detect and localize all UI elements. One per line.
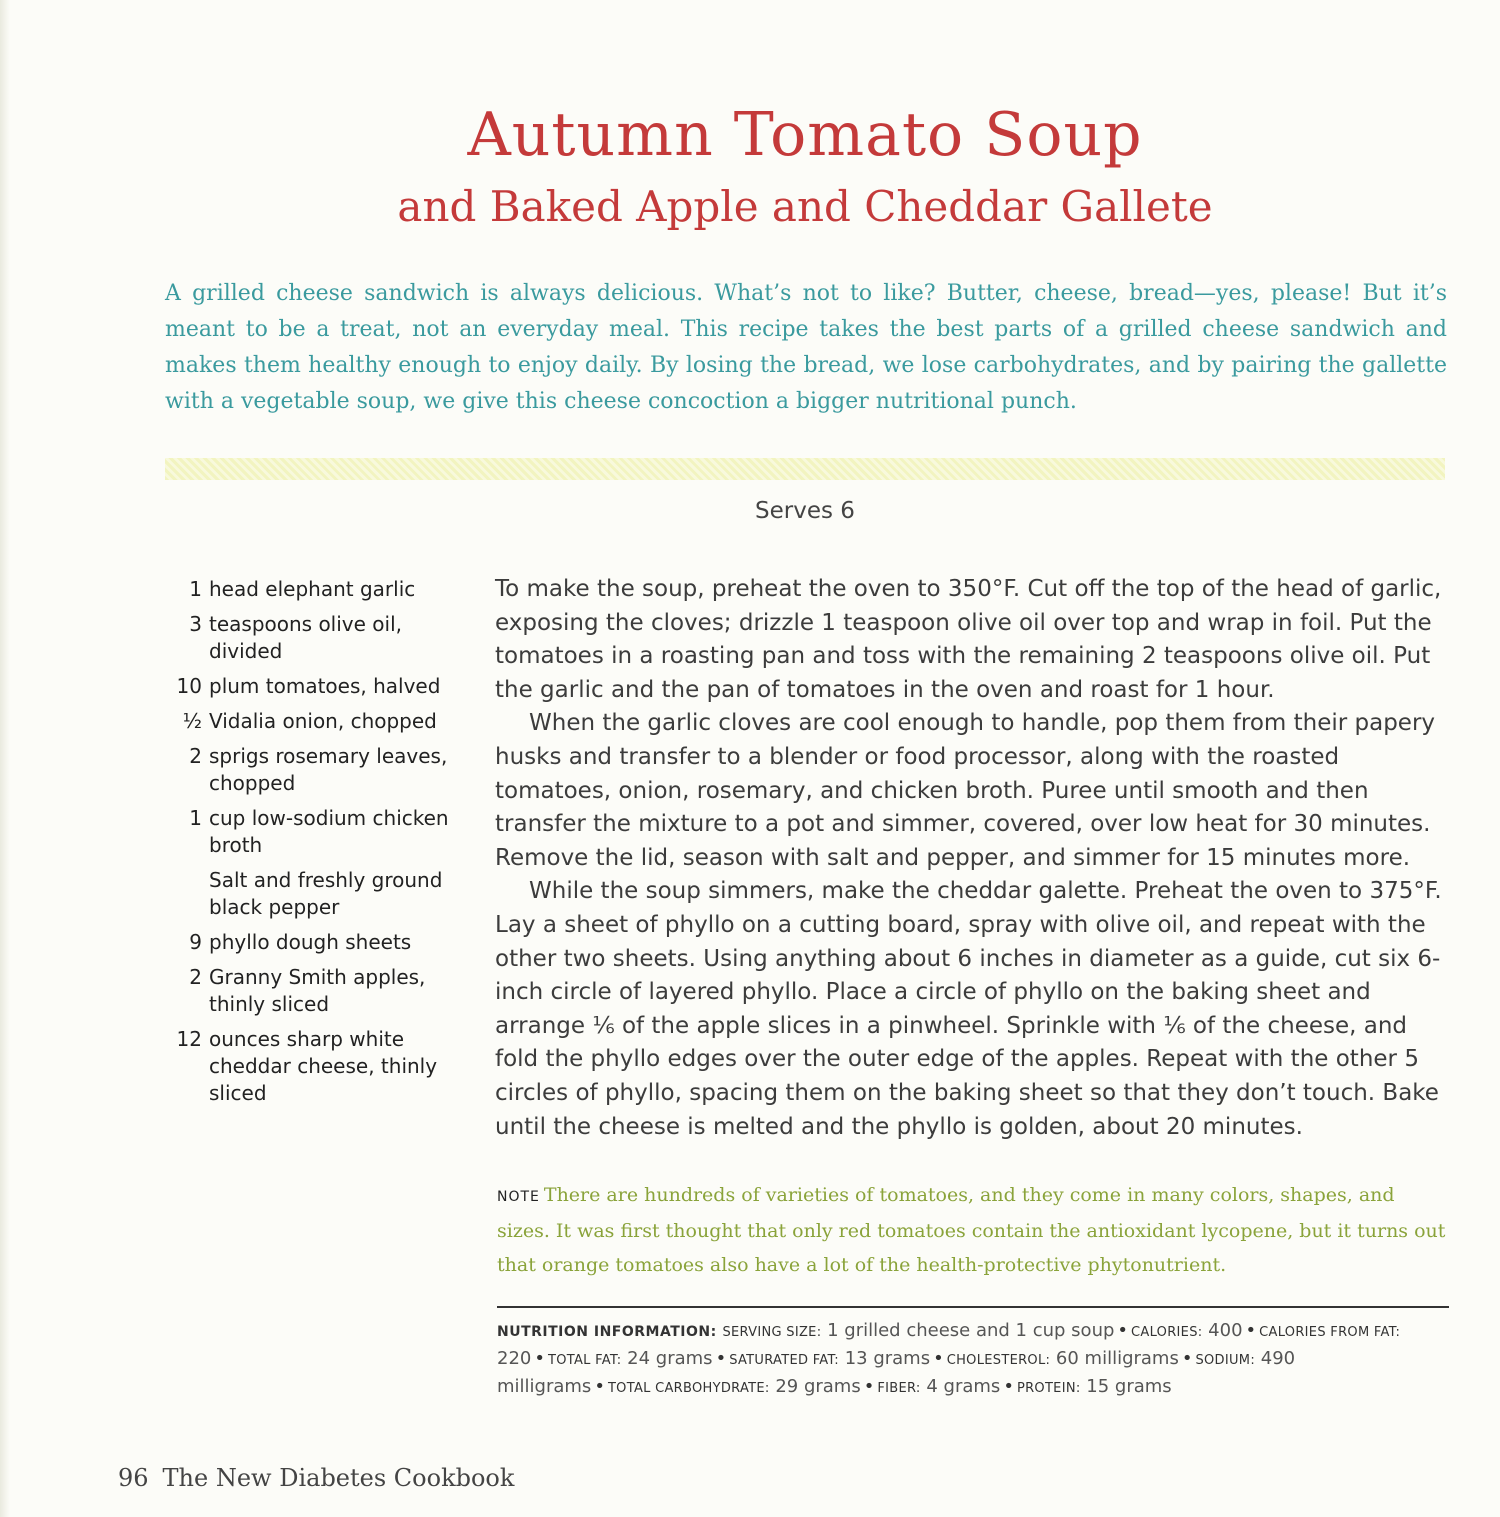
ingredient-item — [160, 673, 460, 700]
nutrition-label: SATURATED FAT: — [729, 1353, 839, 1368]
nutrition-value: 60 milligrams — [1055, 1348, 1179, 1369]
nutrition-value: 490 milligrams — [497, 1348, 1296, 1397]
nutrition-label: SERVING SIZE: — [722, 1325, 822, 1340]
ingredient-qty: ½ — [182, 709, 202, 733]
nutrition-label: PROTEIN: — [1016, 1381, 1081, 1396]
nutrition-label: CALORIES: — [1131, 1325, 1203, 1340]
nutrition-label: CALORIES FROM FAT: — [1259, 1325, 1401, 1340]
nutrition-label: FIBER: — [877, 1381, 921, 1396]
direction-paragraph: While the soup simmers, make the cheddar galette. Preheat the oven to 375°F. Lay a sheet of phyllo on a cutting board, spray with olive oil, and repeat with the other two sheets. Using anything about 6 inches in diameter as a guide, cut six 6-inch circle of layered phyllo. Place a circle of phyllo on the baking sheet and arrange ⅙ of the apple slices in a pinwheel. Sprinkle with ⅙ of the cheese, and fold the phyllo edges over the outer edge of the apples. Repeat with the other 5 circles of phyllo, spacing them on the baking sheet so that they don’t touch. Bake until the cheese is melted and the phyllo is golden, about 20 minutes. — [495, 878, 1442, 1140]
page-number: 96 — [118, 1464, 149, 1492]
nutrition-heading: NUTRITION INFORMATION: — [497, 1324, 717, 1340]
recipe-directions — [495, 573, 1447, 1144]
bullet-separator: • — [534, 1348, 545, 1369]
ingredient-text: sprigs rosemary leaves, chopped — [209, 744, 448, 795]
nutrition-label: SODIUM: — [1195, 1353, 1256, 1368]
ingredient-text: head elephant garlic — [209, 577, 416, 601]
recipe-title: Autumn Tomato Soup — [467, 100, 1143, 170]
ingredient-qty: 1 — [189, 806, 202, 830]
ingredient-item — [160, 929, 460, 956]
ingredient-item — [160, 708, 460, 735]
ingredient-qty: 2 — [189, 965, 202, 989]
note-text: There are hundreds of varieties of tomatoes, and they come in many colors, shapes, and sizes. It was first thought that only red tomatoes contain the antioxidant lycopene, but it turns out that orange tomatoes also have a lot of the health-protective phytonutrient. — [497, 1184, 1446, 1276]
nutrition-value: 4 grams — [926, 1376, 1001, 1397]
ingredient-qty: 3 — [189, 612, 202, 636]
ingredient-item — [160, 964, 460, 1018]
page-footer — [118, 1464, 514, 1492]
bullet-separator: • — [1181, 1348, 1193, 1369]
recipe-subtitle: and Baked Apple and Cheddar Gallete — [397, 182, 1213, 231]
ingredient-qty: 9 — [189, 930, 202, 954]
bullet-separator: • — [1003, 1376, 1014, 1397]
nutrition-label: TOTAL FAT: — [547, 1353, 622, 1368]
nutrition-label: CHOLESTEROL: — [946, 1353, 1051, 1368]
ingredient-qty: 12 — [176, 1027, 202, 1051]
book-title: The New Diabetes Cookbook — [162, 1464, 515, 1492]
bullet-separator: • — [863, 1376, 875, 1397]
nutrition-value: 15 grams — [1086, 1376, 1172, 1397]
bullet-separator: • — [1117, 1320, 1129, 1341]
direction-paragraph: To make the soup, preheat the oven to 350°F. Cut off the top of the head of garlic, exposing the cloves; drizzle 1 teaspoon olive oil over top and wrap in foil. Put the tomatoes in a roasting pan and toss with the remaining 2 teaspoons olive oil. Put the garlic and the pan of tomatoes in the oven and roast for 1 hour. — [495, 576, 1442, 703]
nutrition-value: 29 grams — [775, 1376, 861, 1397]
ingredient-item — [160, 1026, 460, 1107]
ingredient-qty — [160, 867, 209, 921]
nutrition-info — [497, 1318, 1449, 1402]
note-label: NOTE — [497, 1189, 540, 1205]
ingredient-list — [160, 576, 460, 1115]
ingredient-item — [160, 576, 460, 603]
ingredient-text: Granny Smith apples, thinly sliced — [209, 965, 426, 1016]
ingredient-text: cup low-sodium chicken broth — [209, 806, 449, 857]
ingredient-qty: 10 — [176, 674, 202, 698]
nutrition-label: TOTAL CARBOHYDRATE: — [607, 1381, 770, 1396]
serves-count: Serves 6 — [755, 498, 855, 524]
ingredient-item — [160, 743, 460, 797]
decorative-divider — [165, 458, 1445, 480]
ingredient-text: plum tomatoes, halved — [209, 674, 441, 698]
ingredient-text: Salt and freshly ground black pepper — [209, 868, 443, 919]
ingredient-item — [160, 867, 460, 921]
nutrition-value: 220 — [497, 1348, 532, 1369]
bullet-separator: • — [594, 1376, 605, 1397]
nutrition-rule — [497, 1306, 1449, 1308]
ingredient-text: Vidalia onion, chopped — [209, 709, 437, 733]
ingredient-text: phyllo dough sheets — [209, 930, 412, 954]
ingredient-text: teaspoons olive oil, divided — [209, 612, 402, 663]
recipe-intro: A grilled cheese sandwich is always delicious. What’s not to like? Butter, cheese, bread—yes, please! But it’s meant to be a treat, not an everyday meal. This recipe takes the best parts of a grilled cheese sandwich and makes them healthy enough to enjoy daily. By losing the bread, we lose carbohydrates, and by pairing the gallette with a vegetable soup, we give this cheese concoction a bigger nutritional punch. — [165, 281, 1447, 414]
ingredient-qty: 2 — [189, 744, 202, 768]
nutrition-value: 400 — [1208, 1320, 1243, 1341]
bullet-separator: • — [933, 1348, 944, 1369]
ingredient-text: ounces sharp white cheddar cheese, thinly sliced — [209, 1027, 438, 1105]
ingredient-item — [160, 611, 460, 665]
nutrition-value: 24 grams — [627, 1348, 713, 1369]
bullet-separator: • — [1245, 1320, 1257, 1341]
recipe-note — [497, 1178, 1447, 1282]
ingredient-qty: 1 — [189, 577, 202, 601]
nutrition-value: 1 grilled cheese and 1 cup soup — [827, 1320, 1115, 1341]
direction-paragraph: When the garlic cloves are cool enough to handle, pop them from their papery husks and transfer to a blender or food processor, along with the roasted tomatoes, onion, rosemary, and chicken broth. Puree until smooth and then transfer the mixture to a pot and simmer, covered, over low heat for 30 minutes. Remove the lid, season with salt and pepper, and simmer for 15 minutes more. — [495, 710, 1436, 871]
nutrition-value: 13 grams — [844, 1348, 931, 1369]
ingredient-item — [160, 805, 460, 859]
bullet-separator: • — [715, 1348, 727, 1369]
